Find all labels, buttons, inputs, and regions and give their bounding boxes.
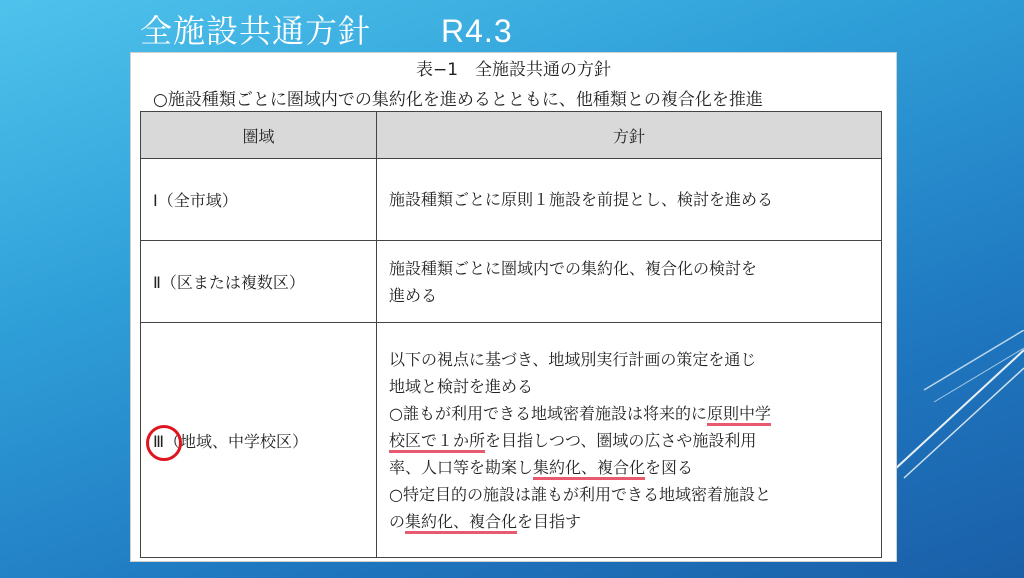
area-cell: Ⅱ（区または複数区） [141,241,377,323]
policy-line: 施設種類ごとに圏域内での集約化、複合化の検討を [389,258,758,278]
policy-text: ○誰もが利用できる地域密着施設は将来的に [389,403,707,423]
policy-cell [377,323,882,558]
slide-title-text: 全施設共通方針 [140,12,372,50]
table-row [141,241,882,323]
policy-text: 率、人口等を勘案し [389,457,534,477]
policy-line [389,400,869,427]
policy-text: の [389,511,406,531]
policy-line [389,427,869,454]
policy-text: を目指しつつ、圏域の広さや施設利用 [485,430,757,450]
table-caption: 表−1 全施設共通の方針 [415,60,612,80]
policy-line [389,454,869,481]
table-row [141,159,882,241]
slide-date: R4.3 [441,13,513,49]
policy-line [389,508,869,535]
underlined-text: 校区で１か所 [389,431,485,453]
area-numeral: Ⅲ [153,431,165,451]
area-cell: Ⅰ（全市域） [141,159,377,241]
policy-line: 地域と検討を進める [389,376,534,396]
area-marker [153,432,164,451]
header-area: 圏域 [141,112,377,159]
policy-line: ○特定目的の施設は誰もが利用できる地域密着施設と [389,484,771,504]
slide-title [140,6,513,52]
policy-text: を図る [645,457,694,477]
lead-text: ○施設種類ごとに圏域内での集約化を進めるとともに、他種類との複合化を推進 [153,90,763,110]
underlined-text: 原則中学 [707,404,771,426]
header-policy: 方針 [377,112,882,159]
document-panel [130,52,897,562]
area-cell [141,323,377,558]
area-label: （地域、中学校区） [164,431,309,451]
policy-line: 施設種類ごとに原則１施設を前提とし、検討を進める [389,190,774,209]
policy-line: 進める [389,285,438,305]
table-row [141,323,882,558]
highlight-circle [146,425,182,461]
policy-text: を目指す [517,511,582,531]
policy-cell [377,241,882,323]
table-header-row [141,112,882,159]
policy-table [140,111,882,558]
decorative-lines [894,330,1024,480]
underlined-text: 集約化、複合化 [405,512,517,534]
underlined-text: 集約化、複合化 [533,458,645,480]
policy-line: 以下の視点に基づき、地域別実行計画の策定を通じ [389,349,757,369]
policy-cell [377,159,882,241]
